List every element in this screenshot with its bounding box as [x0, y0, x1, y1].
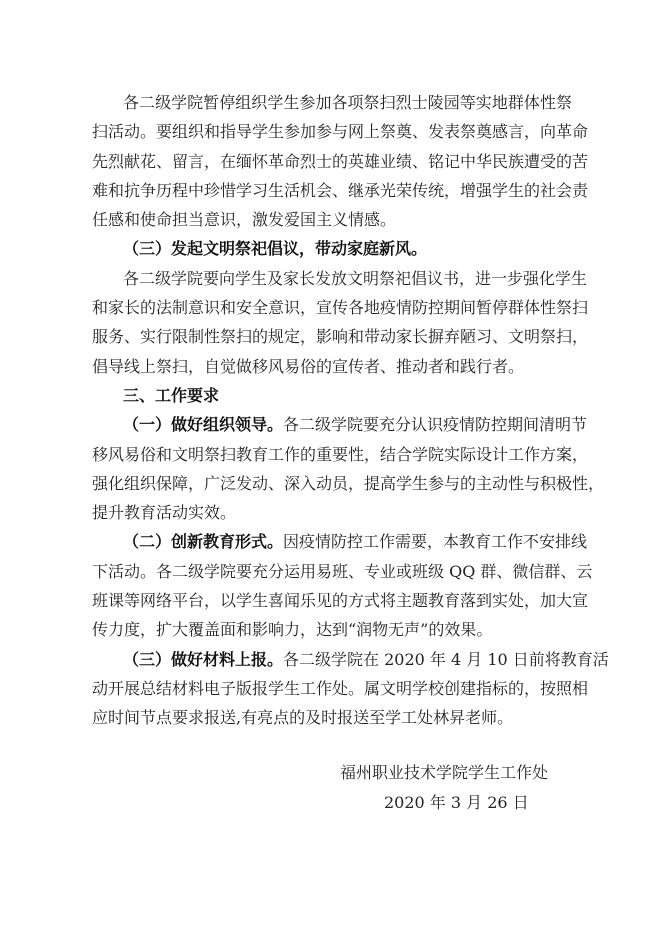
text-line [92, 147, 589, 176]
text-line [92, 498, 572, 527]
body-text: 各二级学院在 2020 年 4 月 10 日前将教育活 [283, 649, 609, 669]
body-text: 任感和使命担当意识，激发爱国主义情感。 [92, 210, 397, 230]
paragraph [92, 527, 593, 644]
paragraph [92, 410, 605, 527]
text-line [92, 469, 605, 498]
paragraph [92, 234, 572, 263]
text-line [92, 352, 572, 381]
bold-heading: （二）创新教育形式。 [123, 532, 284, 552]
body-text: 动开展总结材料电子版报学生工作处。属文明学校创建指标的，按照相 [92, 678, 589, 698]
body-text: 各二级学院暂停组织学生参加各项祭扫烈士陵园等实地群体性祭 [123, 93, 572, 112]
body-text: 先烈献花、留言，在缅怀革命烈士的英雄业绩、铭记中华民族遭受的苦 [92, 151, 589, 171]
text-line [92, 586, 589, 615]
signature-date: 2020 年 3 月 26 日 [384, 793, 529, 812]
body-text: 和家长的法制意识和安全意识，宣传各地疫情防控期间暂停群体性祭扫 [92, 298, 589, 318]
text-line [92, 645, 609, 674]
body-text: 传力度，扩大覆盖面和影响力，达到“润物无声”的效果。 [92, 620, 493, 640]
text-line [92, 674, 589, 703]
body-text: 班课等网络平台，以学生喜闻乐见的方式将主题教育落到实处，加大宣 [92, 591, 589, 611]
paragraph [92, 645, 609, 733]
text-line [92, 293, 589, 322]
signature-office: 福州职业技术学院学生工作处 [340, 763, 549, 782]
bold-heading: 三、工作要求 [123, 385, 220, 405]
text-line [92, 703, 572, 732]
bold-heading: （三）做好材料上报。 [123, 649, 284, 669]
paragraph [92, 264, 589, 381]
text-line [92, 557, 593, 586]
body-text: 难和抗争历程中珍惜学习生活机会、继承光荣传统，增强学生的社会责 [92, 180, 589, 200]
text-line [92, 322, 589, 351]
body-text: 倡导线上祭扫，自觉做移风易俗的宣传者、推动者和践行者。 [92, 356, 525, 376]
body-text: 因疫情防控工作需要，本教育工作不安排线 [283, 532, 588, 552]
bold-heading: （一）做好组织领导。 [123, 415, 284, 435]
text-line [92, 176, 589, 205]
text-line [92, 205, 572, 234]
bold-heading: （三）发起文明祭祀倡议，带动家庭新风。 [123, 239, 428, 259]
document-body [92, 88, 609, 733]
body-text: 应时间节点要求报送,有亮点的及时报送至学工处林昇老师。 [92, 708, 514, 728]
body-text: 各二级学院要向学生及家长发放文明祭祀倡议书，进一步强化学生 [123, 268, 588, 288]
body-text: 下活动。各二级学院要充分运用易班、专业或班级 QQ 群、微信群、云 [92, 561, 593, 581]
body-text: 提升教育活动实效。 [92, 503, 237, 523]
body-text: 服务、实行限制性祭扫的规定，影响和带动家长摒弃陋习、文明祭扫， [92, 327, 589, 347]
paragraph [92, 381, 572, 410]
body-text: 各二级学院要充分认识疫情防控期间清明节 [283, 415, 588, 435]
body-text: 扫活动。要组织和指导学生参加参与网上祭奠、发表祭奠感言，向革命 [92, 122, 589, 142]
text-line [92, 410, 588, 439]
text-line [92, 381, 572, 410]
paragraph [92, 88, 589, 234]
text-line [92, 615, 572, 644]
body-text: 强化组织保障，广泛发动、深入动员，提高学生参与的主动性与积极性， [92, 473, 605, 493]
text-line [92, 117, 589, 146]
body-text: 移风易俗和文明祭扫教育工作的重要性，结合学院实际设计工作方案， [92, 444, 589, 464]
text-line [92, 88, 572, 117]
text-line [92, 440, 589, 469]
text-line [92, 527, 588, 556]
text-line [92, 234, 572, 263]
text-line [92, 264, 588, 293]
